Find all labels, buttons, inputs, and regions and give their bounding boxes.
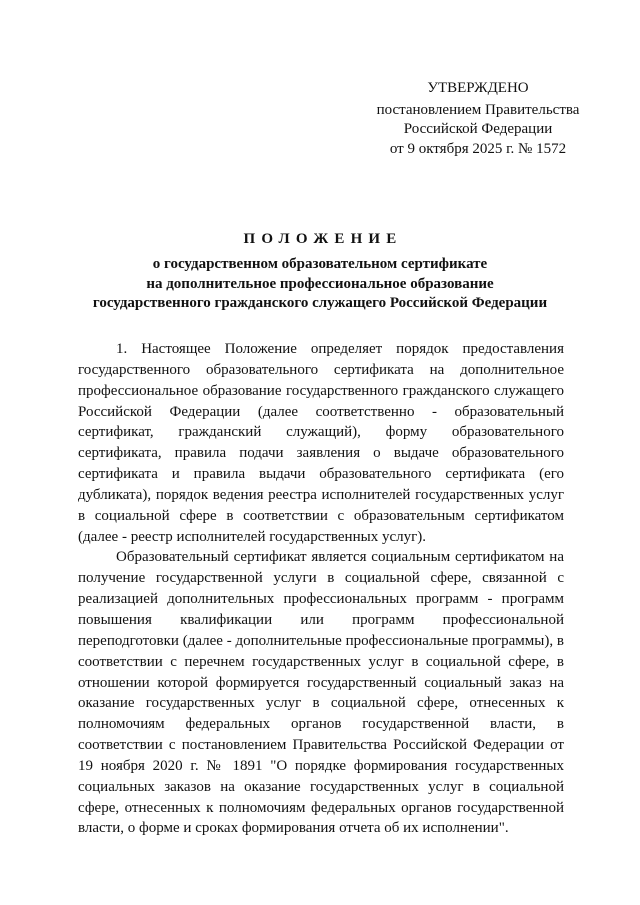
approval-stamp-block: [330, 79, 626, 159]
approval-date-line: от 9 октября 2025 г. № 1572: [389, 140, 567, 157]
document-subtitle-line: о государственном образовательном сертификате: [152, 256, 488, 272]
document-title: ПОЛОЖЕНИЕ: [243, 231, 403, 247]
document-body: [78, 339, 564, 839]
paragraph-2: Образовательный сертификат является социальным сертификатом на получение государственной услуги в социальной сфере, связанной с реализацией дополнительных профессиональных программ - программ повышения квалификации или программ профессиональной переподготовки (далее - дополнительные профессиональные программы), в соответствии с перечнем государственных услуг в социальной сфере, в отношении которой формируется государственный социальный заказ на оказание государственных услуг в социальной сфере, отнесенных к полномочиям федеральных органов государственной власти, в соответствии с постановлением Правительства Российской Федерации от 19 ноября 2020 г. № 1891 "О порядке формирования государственных социальных заказов на оказание государственных услуг в социальной сфере, отнесенных к полномочиям федеральных органов государственной власти, о форме и сроках формирования отчета об их исполнении".: [78, 549, 564, 837]
paragraph-1: 1. Настоящее Положение определяет порядок предоставления государственного образовательного сертификата на дополнительное профессиональное образование государственного гражданского служащего Российской Федерации (далее соответственно - образовательный сертификат, гражданский служащий), форму образовательного сертификата, правила подачи заявления о выдаче образовательного сертификата и правила выдачи образовательного сертификата (его дубликата), порядок ведения реестра исполнителей государственных услуг в социальной сфере в соответствии с образовательным сертификатом (далее - реестр исполнителей государственных услуг).: [78, 341, 564, 545]
document-subtitle-line: государственного гражданского служащего Российской Федерации: [92, 295, 548, 311]
document-subtitle-line: на дополнительное профессиональное образование: [146, 275, 494, 292]
approval-line: Российской Федерации: [403, 121, 553, 137]
document-heading: [60, 229, 580, 314]
approval-title: УТВЕРЖДЕНО: [427, 80, 529, 96]
approval-line: постановлением Правительства: [376, 101, 580, 118]
